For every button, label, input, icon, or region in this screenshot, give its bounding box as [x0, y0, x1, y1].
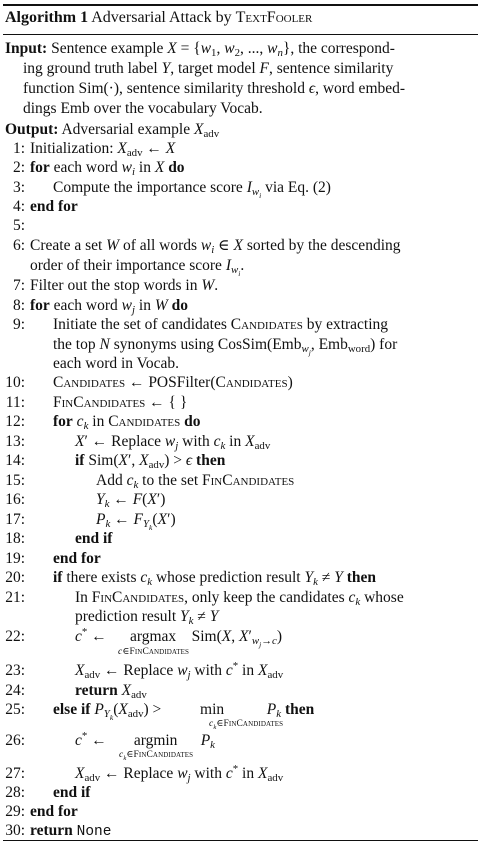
line-number: 18:: [5, 530, 25, 547]
algorithm-line-17: $P_k$ ← $F_{Y_k}(X')$: [96, 511, 176, 532]
line-number: 27:: [5, 765, 25, 782]
line-number: 1:: [12, 140, 25, 157]
output-text: Adversarial example $X_{adv}$: [61, 121, 220, 140]
line-number: 7:: [12, 277, 25, 294]
algorithm-line-11: FinCandidates ← { }: [53, 394, 188, 411]
output-line: [5, 120, 471, 139]
algorithm-title-name: TextFooler: [235, 9, 313, 26]
line-number: 29:: [5, 803, 25, 820]
algorithm-line-26-subscript: $c_k\in FinCandidates$: [119, 750, 194, 762]
algorithm-line-8: for each word $w_j$ in W do: [30, 297, 189, 316]
input-line-1: [5, 39, 471, 58]
algorithm-title: [5, 9, 312, 27]
line-number: 9:: [12, 316, 25, 333]
algorithm-line-19: end for: [53, 550, 101, 567]
line-number: 11:: [5, 394, 25, 411]
input-line-2: ing ground truth label Y, target model F, sentence similarity: [23, 60, 394, 77]
algorithm-line-3: Compute the importance score $I_{w_i}$ via Eq. (2): [53, 179, 331, 200]
input-line-4: dings Emb over the vocabulary Vocab.: [23, 100, 263, 117]
algorithm-line-21b: prediction result $Y_k \ne Y$: [75, 608, 219, 627]
line-number: 14:: [5, 452, 25, 469]
algorithm-line-22-subscript: c∈FinCandidates: [118, 647, 190, 657]
line-number: 25:: [5, 701, 25, 718]
algorithm-line-7: Filter out the stop words in W.: [30, 277, 219, 294]
line-number: 28:: [5, 784, 25, 801]
algorithm-line-28: end if: [53, 784, 91, 801]
input-label: Input:: [5, 40, 48, 57]
algorithm-line-16: $Y_k$ ← F(X′): [96, 491, 166, 510]
algorithm-line-22: c* ← argmax Sim(X, $X'_{w_j\to c}$): [75, 626, 283, 649]
line-number: 24:: [5, 682, 25, 699]
line-number: 23:: [5, 662, 25, 679]
line-number: 13:: [5, 433, 25, 450]
algorithm-line-23: $X_{adv}$ ← Replace $w_j$ with c* in $X_{adv}$: [75, 660, 284, 681]
algorithm-line-2: for each word $w_i$ in X do: [30, 159, 185, 178]
line-number: 20:: [5, 569, 25, 586]
algorithm-line-15: Add $c_k$ to the set FinCandidates: [96, 472, 295, 491]
line-number: 10:: [5, 374, 25, 391]
algorithm-line-9a: Initiate the set of candidates Candidates by extracting: [53, 316, 389, 333]
title-rule: [3, 34, 478, 35]
line-number: 19:: [5, 550, 25, 567]
line-number: 5:: [12, 217, 25, 234]
algorithm-line-1: Initialization: $X_{adv}$ ← X: [30, 140, 176, 159]
algorithm-line-6b: order of their importance score $I_{w_i}$.: [30, 257, 245, 278]
line-number: 8:: [12, 297, 25, 314]
algorithm-line-25: else if $P_{Y_k}(X_{adv})$ > min $P_k$ then: [53, 701, 315, 722]
algorithm-line-18: end if: [75, 530, 113, 547]
algorithm-line-30: return None: [30, 822, 112, 840]
algorithm-line-6a: Create a set W of all words $w_i$ ∈ X sorted by the descending: [30, 237, 401, 256]
line-number: 26:: [5, 732, 25, 749]
algorithm-line-20: if there exists $c_k$ whose prediction result $Y_k \ne Y$ then: [53, 569, 377, 588]
algorithm-line-14: if Sim(X′, $X_{adv}) > \epsilon$ then: [75, 452, 226, 471]
algorithm-line-13: X′ ← Replace $w_j$ with $c_k$ in $X_{adv}$: [75, 433, 271, 452]
algorithm-line-24: return $X_{adv}$: [75, 682, 147, 701]
line-number: 6:: [12, 237, 25, 254]
algorithm-line-9b: the top N synonyms using CosSim(Emb$_{w_j}$, Emb$_{word}$) for: [53, 336, 398, 357]
line-number: 15:: [5, 472, 25, 489]
bottom-rule: [3, 840, 478, 841]
line-number: 4:: [12, 198, 25, 215]
algorithm-line-10: Candidates ← POSFilter(Candidates): [53, 374, 293, 391]
output-label: Output:: [5, 121, 59, 138]
algorithm-line-9c: each word in Vocab.: [53, 355, 179, 372]
algorithm-line-26: c* ← argmin $P_k$: [75, 730, 215, 751]
line-number: 30:: [5, 822, 25, 839]
line-number: 22:: [5, 628, 25, 645]
algorithm-line-25-subscript: $c_k\in FinCandidates$: [209, 719, 284, 731]
input-text-1: Sentence example $X = \{w_1$, $w_2$, ..., $w_n$}, the correspond-: [51, 40, 395, 59]
top-rule: [3, 4, 478, 6]
line-number: 3:: [12, 179, 25, 196]
line-number: 2:: [12, 159, 25, 176]
algorithm-line-29: end for: [30, 803, 78, 820]
line-number: 17:: [5, 511, 25, 528]
algorithm-title-text: Adversarial Attack by: [91, 9, 236, 26]
line-number: 16:: [5, 491, 25, 508]
algorithm-line-12: for $c_k$ in Candidates do: [53, 413, 201, 432]
algorithm-line-4: end for: [30, 198, 78, 215]
algorithm-line-27: $X_{adv}$ ← Replace $w_j$ with c* in $X_{adv}$: [75, 763, 284, 784]
algorithm-line-21a: In FinCandidates, only keep the candidates $c_k$ whose: [75, 589, 404, 608]
line-number: 21:: [5, 589, 25, 606]
line-number: 12:: [5, 413, 25, 430]
input-line-3: function Sim(·), sentence similarity threshold ϵ, word embed-: [23, 80, 406, 97]
algorithm-label: Algorithm 1: [5, 9, 89, 26]
